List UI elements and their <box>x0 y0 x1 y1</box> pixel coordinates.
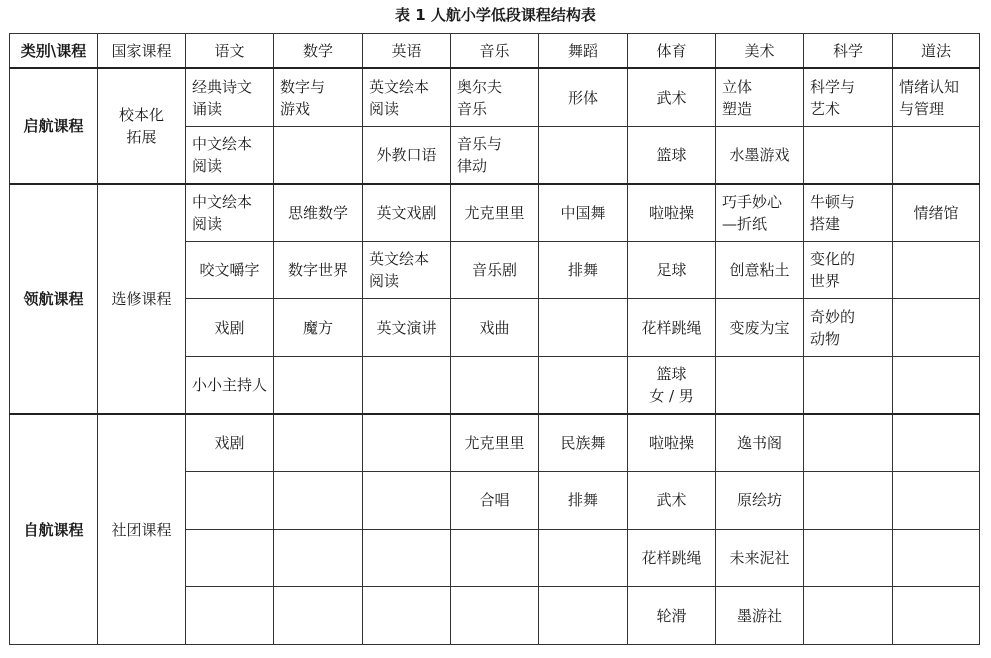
course-cell: 经典诗文 诵读 <box>186 68 274 126</box>
course-cell: 啦啦操 <box>628 414 716 472</box>
course-cell: 武术 <box>628 472 716 530</box>
course-cell <box>893 587 980 645</box>
course-cell: 合唱 <box>451 472 539 530</box>
course-cell: 啦啦操 <box>628 184 716 242</box>
table-title: 表 1 人航小学低段课程结构表 <box>395 6 596 24</box>
course-cell: 尤克里里 <box>451 414 539 472</box>
course-cell: 墨游社 <box>716 587 804 645</box>
column-header: 科学 <box>804 34 893 69</box>
course-cell <box>539 356 628 414</box>
course-cell <box>893 241 980 299</box>
course-cell: 情绪馆 <box>893 184 980 242</box>
course-cell <box>274 414 363 472</box>
course-cell <box>893 299 980 357</box>
table-row <box>10 184 980 242</box>
table-row <box>10 414 980 472</box>
course-structure-table <box>9 33 980 645</box>
column-header: 音乐 <box>451 34 539 69</box>
course-cell <box>451 529 539 587</box>
course-cell <box>274 529 363 587</box>
course-cell <box>363 414 451 472</box>
course-cell: 思维数学 <box>274 184 363 242</box>
course-cell <box>804 529 893 587</box>
course-cell: 创意粘土 <box>716 241 804 299</box>
course-cell: 音乐剧 <box>451 241 539 299</box>
course-cell <box>539 529 628 587</box>
course-cell: 中文绘本 阅读 <box>186 184 274 242</box>
course-cell <box>363 529 451 587</box>
course-cell: 篮球 女 / 男 <box>628 356 716 414</box>
course-cell <box>363 356 451 414</box>
column-header: 道法 <box>893 34 980 69</box>
column-header: 国家课程 <box>98 34 186 69</box>
column-header: 舞蹈 <box>539 34 628 69</box>
course-cell: 变废为宝 <box>716 299 804 357</box>
course-cell: 花样跳绳 <box>628 299 716 357</box>
course-cell <box>804 356 893 414</box>
course-cell <box>539 299 628 357</box>
course-cell: 花样跳绳 <box>628 529 716 587</box>
course-cell: 小小主持人 <box>186 356 274 414</box>
course-cell: 排舞 <box>539 472 628 530</box>
course-cell <box>274 356 363 414</box>
course-cell: 戏曲 <box>451 299 539 357</box>
course-cell <box>804 126 893 184</box>
course-cell: 戏剧 <box>186 414 274 472</box>
course-cell: 戏剧 <box>186 299 274 357</box>
course-cell: 奥尔夫 音乐 <box>451 68 539 126</box>
course-cell: 咬文嚼字 <box>186 241 274 299</box>
category-cell: 领航课程 <box>10 184 98 414</box>
course-cell: 英文绘本 阅读 <box>363 241 451 299</box>
course-cell: 奇妙的 动物 <box>804 299 893 357</box>
course-cell: 逸书阁 <box>716 414 804 472</box>
course-cell <box>539 587 628 645</box>
course-cell: 魔方 <box>274 299 363 357</box>
course-cell: 科学与 艺术 <box>804 68 893 126</box>
course-cell <box>186 529 274 587</box>
column-header: 数学 <box>274 34 363 69</box>
course-cell: 情绪认知 与管理 <box>893 68 980 126</box>
course-cell <box>186 472 274 530</box>
course-cell: 中文绘本 阅读 <box>186 126 274 184</box>
course-cell <box>451 356 539 414</box>
course-cell: 尤克里里 <box>451 184 539 242</box>
course-cell <box>274 126 363 184</box>
course-cell: 水墨游戏 <box>716 126 804 184</box>
course-cell <box>893 356 980 414</box>
course-cell <box>804 587 893 645</box>
table-header-row <box>10 34 980 69</box>
course-cell <box>804 414 893 472</box>
course-cell: 排舞 <box>539 241 628 299</box>
course-cell <box>274 587 363 645</box>
course-cell <box>804 472 893 530</box>
course-cell: 变化的 世界 <box>804 241 893 299</box>
course-cell: 武术 <box>628 68 716 126</box>
category-cell: 自航课程 <box>10 414 98 644</box>
table-body <box>10 34 980 645</box>
course-cell: 外教口语 <box>363 126 451 184</box>
course-type-cell: 选修课程 <box>98 184 186 414</box>
course-type-cell: 校本化 拓展 <box>98 68 186 183</box>
course-cell: 音乐与 律动 <box>451 126 539 184</box>
course-cell <box>451 587 539 645</box>
course-cell: 足球 <box>628 241 716 299</box>
course-cell: 英文绘本 阅读 <box>363 68 451 126</box>
table-row <box>10 68 980 126</box>
course-cell: 未来泥社 <box>716 529 804 587</box>
course-cell: 英文演讲 <box>363 299 451 357</box>
column-header: 体育 <box>628 34 716 69</box>
column-header: 语文 <box>186 34 274 69</box>
course-cell <box>893 126 980 184</box>
course-cell: 民族舞 <box>539 414 628 472</box>
column-header: 英语 <box>363 34 451 69</box>
course-cell <box>363 472 451 530</box>
course-cell: 轮滑 <box>628 587 716 645</box>
course-cell <box>539 126 628 184</box>
column-header: 美术 <box>716 34 804 69</box>
course-cell: 数字与 游戏 <box>274 68 363 126</box>
course-cell <box>716 356 804 414</box>
course-cell: 英文戏剧 <box>363 184 451 242</box>
course-cell: 中国舞 <box>539 184 628 242</box>
course-cell <box>186 587 274 645</box>
course-cell: 牛顿与 搭建 <box>804 184 893 242</box>
course-cell: 形体 <box>539 68 628 126</box>
course-cell <box>363 587 451 645</box>
course-type-cell: 社团课程 <box>98 414 186 644</box>
course-cell: 立体 塑造 <box>716 68 804 126</box>
course-cell <box>893 472 980 530</box>
course-cell: 巧手妙心 —折纸 <box>716 184 804 242</box>
course-cell <box>893 414 980 472</box>
column-header: 类别\课程 <box>10 34 98 69</box>
course-cell: 数字世界 <box>274 241 363 299</box>
course-cell <box>274 472 363 530</box>
course-cell: 篮球 <box>628 126 716 184</box>
course-cell <box>893 529 980 587</box>
category-cell: 启航课程 <box>10 68 98 183</box>
course-cell: 原绘坊 <box>716 472 804 530</box>
